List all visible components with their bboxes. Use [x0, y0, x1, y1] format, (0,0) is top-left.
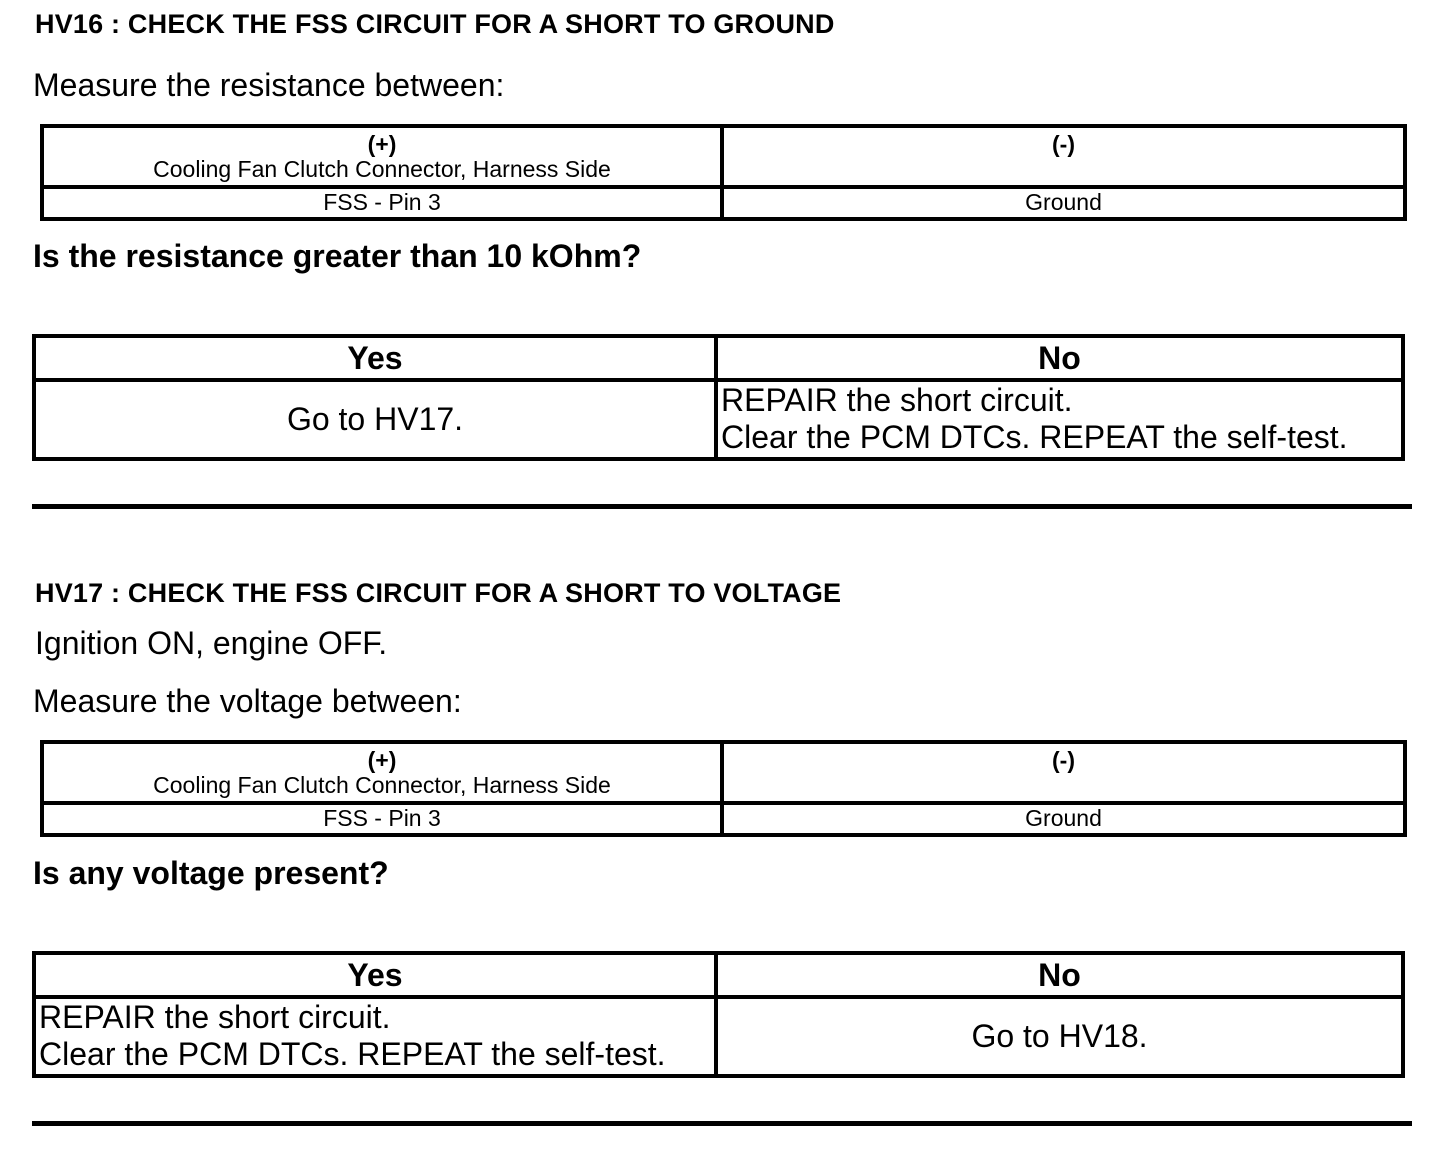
yes-answer-line: Go to HV17. [286, 400, 464, 437]
plus-header-cell [42, 126, 722, 187]
no-answer-line: Clear the PCM DTCs. REPEAT the self-test. [721, 419, 1348, 456]
no-header: No [716, 336, 1403, 380]
answer-table-hv17 [32, 951, 1405, 1078]
yes-answer-line: Clear the PCM DTCs. REPEAT the self-test. [39, 1036, 666, 1073]
minus-header-cell [722, 742, 1405, 803]
question-text-hv17: Is any voltage present? [33, 855, 389, 891]
no-answer-line: Go to HV18. [971, 1017, 1148, 1054]
instruction-text: Measure the resistance between: [33, 67, 505, 103]
answer-table-hv16 [32, 334, 1405, 461]
plus-sign: (+) [367, 747, 397, 773]
section-title-hv17: HV17 : CHECK THE FSS CIRCUIT FOR A SHORT TO VOLTAGE [35, 578, 842, 608]
instruction-text: Measure the voltage between: [33, 683, 462, 719]
plus-connector-label: Cooling Fan Clutch Connector, Harness Side [153, 156, 611, 183]
measurement-table-hv16 [40, 124, 1407, 221]
minus-value-cell: Ground [722, 187, 1405, 219]
measurement-table-hv17 [40, 740, 1407, 837]
minus-sign: (-) [1052, 747, 1075, 773]
yes-answer-cell [34, 997, 716, 1076]
instruction-text: Ignition ON, engine OFF. [35, 625, 388, 661]
plus-connector-label: Cooling Fan Clutch Connector, Harness Side [153, 772, 611, 799]
plus-header-cell [42, 742, 722, 803]
plus-sign: (+) [367, 131, 397, 157]
minus-value-cell: Ground [722, 803, 1405, 835]
yes-answer-line: REPAIR the short circuit. [39, 999, 391, 1035]
no-answer-cell [716, 997, 1403, 1076]
yes-header: Yes [34, 953, 716, 997]
minus-header-cell [722, 126, 1405, 187]
yes-answer-cell [34, 380, 716, 459]
section-divider [32, 504, 1412, 509]
question-text-hv16: Is the resistance greater than 10 kOhm? [33, 238, 642, 274]
no-header: No [716, 953, 1403, 997]
yes-header: Yes [34, 336, 716, 380]
section-title-hv16: HV16 : CHECK THE FSS CIRCUIT FOR A SHORT TO GROUND [35, 9, 835, 39]
no-answer-cell [716, 380, 1403, 459]
minus-sign: (-) [1052, 131, 1075, 157]
section-divider [32, 1121, 1412, 1126]
no-answer-line: REPAIR the short circuit. [721, 382, 1073, 418]
plus-value-cell: FSS - Pin 3 [42, 187, 722, 219]
plus-value-cell: FSS - Pin 3 [42, 803, 722, 835]
